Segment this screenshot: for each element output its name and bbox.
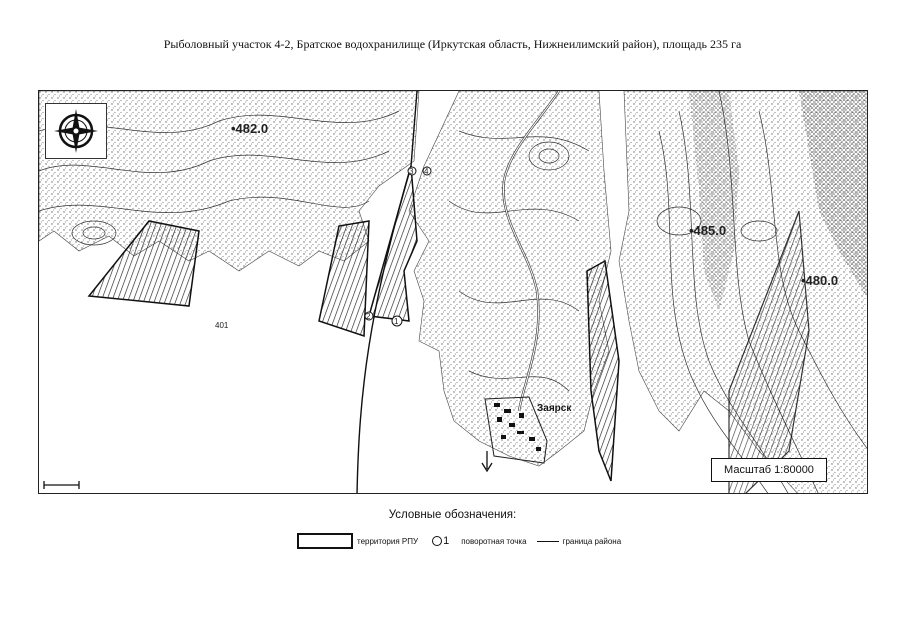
- scale-bar: [44, 481, 79, 489]
- map-frame[interactable]: [38, 90, 868, 494]
- legend-border-line-icon: [537, 541, 559, 542]
- turn-point-label: 4: [424, 167, 429, 176]
- settlement-label: Заярск: [537, 403, 572, 414]
- topographic-map: [39, 91, 868, 494]
- legend: [297, 531, 621, 551]
- legend-heading: Условные обозначения:: [388, 509, 517, 521]
- map-title: Рыболовный участок 4-2, Братское водохранилище (Иркутская область, Нижнеилимский район), площадь 235 га: [163, 37, 742, 51]
- turn-point-circle-icon: [432, 536, 442, 546]
- rpu-plot-east: [587, 261, 619, 481]
- compass-rose-icon: [45, 103, 107, 159]
- turn-point-label: 2: [366, 312, 371, 321]
- legend-turn-point-symbol: [432, 535, 449, 547]
- elevation-label: •485.0: [689, 223, 727, 238]
- legend-territory-swatch: [297, 533, 353, 549]
- height-label: 401: [215, 321, 229, 330]
- direction-arrow: [482, 451, 492, 471]
- map-scale: Масштаб 1:80000: [711, 458, 827, 482]
- legend-turn-point-number: 1: [443, 535, 450, 547]
- turn-point-label: 1: [394, 317, 399, 326]
- elevation-label: •482.0: [231, 121, 269, 136]
- turn-point-label: 3: [409, 167, 414, 176]
- elevation-label: •480.0: [801, 273, 839, 288]
- legend-territory-label: территория РПУ: [357, 536, 419, 546]
- legend-border-label: граница района: [562, 536, 622, 546]
- legend-turn-point-label: поворотная точка: [461, 536, 527, 546]
